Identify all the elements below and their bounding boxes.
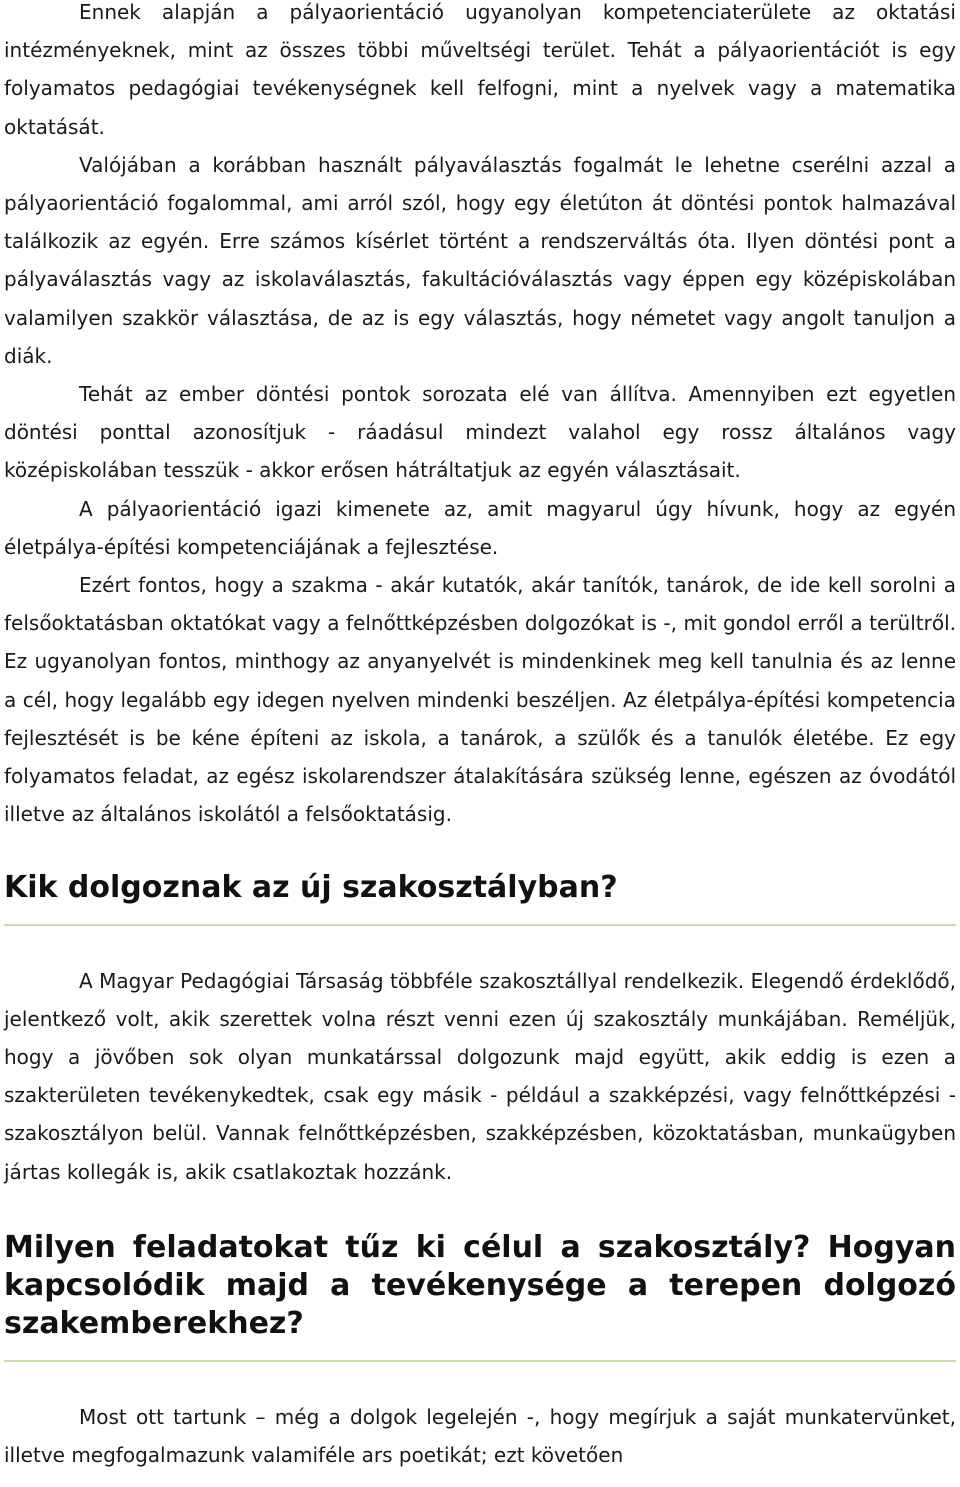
- spacer: [4, 1344, 956, 1360]
- intro-paragraph-3: Tehát az ember döntési pontok sorozata elé van állítva. Amennyiben ezt egyetlen döntési ponttal azonosítjuk - ráadásul mindezt valahol egy rossz általános vagy középiskolában tesszük - akkor erősen hátráltatjuk az egyén választásait.: [4, 382, 956, 483]
- intro-paragraph-5: Ezért fontos, hogy a szakma - akár kutatók, akár tanítók, tanárok, de ide kell sorolni a felsőoktatásban oktatókat vagy a felnőttképzésben dolgozókat is -, mit gondol erről a terültről. Ez ugyanolyan fontos, minthogy az anyanyelvét is mindenkinek meg kell tanulnia és az lenne a cél, hogy legalább egy idegen nyelven mindenki beszéljen. Az életpálya-építési kompetencia fejlesztését is be kéne építeni az iskola, a tanárok, a szülők és a tanulók életébe. Ez egy folyamatos feladat, az egész iskolarendszer átalakítására szükség lenne, egészen az óvodától illetve az általános iskolától a felsőoktatásig.: [4, 573, 956, 827]
- document-page: [4, 0, 956, 1474]
- spacer: [4, 1362, 956, 1398]
- intro-paragraph-1: Ennek alapján a pályaorientáció ugyanolyan kompetenciaterülete az oktatási intézményeknek, mint az összes többi műveltségi terület. Tehát a pályaorientációt is egy folyamatos pedagógiai tevékenységnek kell felfogni, mint a nyelvek vagy a matematika oktatását.: [4, 0, 956, 139]
- spacer: [4, 908, 956, 924]
- intro-paragraph-4: A pályaorientáció igazi kimenete az, amit magyarul úgy hívunk, hogy az egyén életpálya-építési kompetenciájának a fejlesztése.: [4, 496, 956, 559]
- section1-paragraph-1: A Magyar Pedagógiai Társaság többféle szakosztállyal rendelkezik. Elegendő érdeklődő, jelentkező volt, akik szerettek volna részt venni ezen új szakosztály munkájában. Reméljük, hogy a jövőben sok olyan munkatárssal dolgozunk majd együtt, akik eddig is ezen a szakterületen tevékenykedtek, csak egy másik - például a szakképzési, vagy felnőttképzési - szakosztályon belül. Vannak felnőttképzésben, szakképzésben, közoktatásban, munkaügyben jártas kollegák is, akik csatlakoztak hozzánk.: [4, 968, 956, 1184]
- section-heading-1: Kik dolgoznak az új szakosztályban?: [4, 870, 618, 906]
- spacer: [4, 926, 956, 962]
- spacer: [4, 1191, 956, 1229]
- intro-paragraph-2: Valójában a korábban használt pályaválasztás fogalmát le lehetne cserélni azzal a pályaorientáció fogalommal, ami arról szól, hogy egy életúton át döntési pontok halmazával találkozik az egyén. Erre számos kísérlet történt a rendszerváltás óta. Ilyen döntési pont a pályaválasztás vagy az iskolaválasztás, fakultációválasztás vagy éppen egy középiskolában valamilyen szakkör választása, de az is egy választás, hogy németet vagy angolt tanuljon a diák.: [4, 152, 956, 368]
- section2-paragraph-1: Most ott tartunk – még a dolgok legelején -, hogy megírjuk a saját munkatervünket, illetve megfogalmazunk valamiféle ars poetikát; ezt követően: [4, 1404, 956, 1467]
- section-heading-2: Milyen feladatokat tűz ki célul a szakosztály? Hogyan kapcsolódik majd a tevékenysége a terepen dolgozó szakemberekhez?: [4, 1229, 956, 1342]
- spacer: [4, 833, 956, 869]
